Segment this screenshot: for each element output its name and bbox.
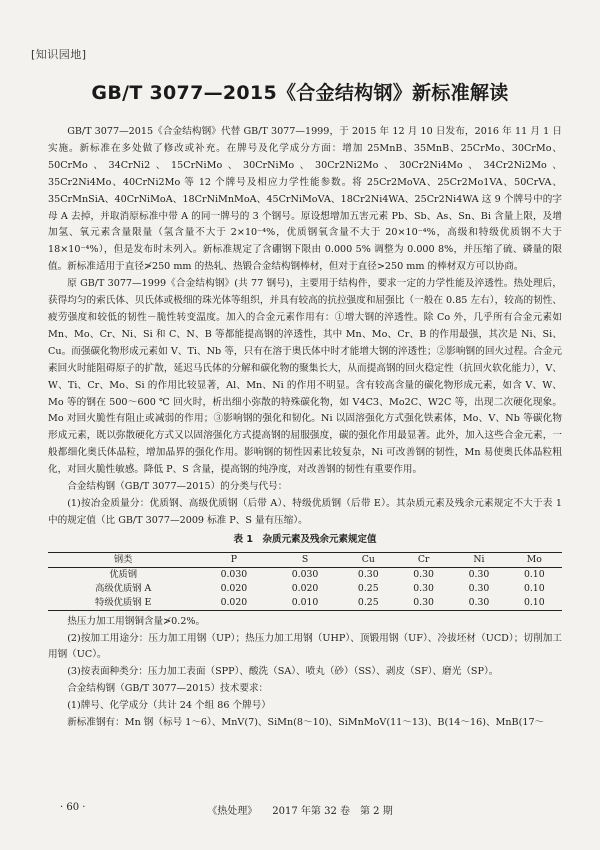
table-row [48,567,562,582]
table-caption: 表 1 杂质元素及残余元素规定值 [233,533,377,545]
table-cell: 0.030 [291,568,319,580]
paragraph-old-standard: 原 GB/T 3077—1999《合金结构钢》(共 77 钢号)，主要用于结构件，要求一定的力学性能及淬透性。热处理后，获得均匀的索氏体、贝氏体或极细的珠光体等组织，并具有较高的抗拉强度和屈强比（一般在 0.85 左右），较高的韧性、疲劳强度和较低的韧性－脆性转变温度。加入的合金元素作用有：①增大钢的淬透性。除 Co 外，几乎所有合金元素如 Mn、Mo、Cr、Ni、Si 和 C、N、B 等都能提高钢的淬透性，其中 Mn、Mo、Cr、B 的作用最强，其次是 Ni、Si、Cu。而强碳化物形成元素如 V、Ti、Nb 等，只有在溶于奥氏体中时才能增大钢的淬透性；②影响钢的回火过程。合金元素回火时能阻碍原子的扩散，延迟马氏体的分解和碳化物的聚集长大，从而提高钢的回火稳定性（抗回火软化能力），V、W、Ti、Cr、Mo、Si 的作用比较显著，Al、Mn、Ni 的作用不明显。含有较高含量的碳化物形成元素，如含 V、W、Mo 等的钢在 500～600 ℃ 回火时，析出细小弥散的特殊碳化物，如 V4C3、Mo2C、W2C 等，出现二次硬化现象。Mo 对回火脆性有阻止或减弱的作用；③影响钢的强化和韧化。Ni 以固溶强化方式强化铁素体，Mo、V、Nb 等碳化物形成元素，既以弥散硬化方式又以固溶强化方式提高钢的屈服强度，碳的强化作用最显著。此外，加入这些合金元素，一般都细化奥氏体晶粒，增加晶界的强化作用。影响钢的韧性因素比较复杂，Ni 可改善钢的韧性，Mn 易使奥氏体晶粒粗化，对回火脆性敏感。降低 P、S 含量，提高钢的纯净度，对改善钢的韧性有重要作用。 [48,278,562,476]
table-cell: 0.30 [413,568,434,580]
table-cell: 0.25 [357,596,379,608]
paragraph-tech-requirements: 合金结构钢（GB/T 3077—2015）技术要求： [67,683,269,695]
table-header-cell: Cr [417,553,430,565]
table-cell: 0.30 [413,596,434,608]
table-cell: 0.010 [291,596,319,608]
table-header-cell: 钢类 [113,553,133,565]
journal-info: 《热处理》 2017 年第 32 卷 第 2 期 [207,806,393,817]
paragraph-processing-use: (2)按加工用途分：压力加工用钢（UP）；热压力加工用钢（UHP）、顶锻用钢（UF）、冷拔坯材（UCD）；切削加工用钢（UC）。 [48,632,562,661]
paragraph-metallurgical-quality: (1)按冶金质量分：优质钢、高级优质钢（后带 A）、特级优质钢（后带 E）。其杂质元素及残余元素规定不大于表 1 中的规定值（比 GB/T 3077—2009 标准 P、S 量有压缩）。 [48,497,562,526]
impurity-table [48,552,562,611]
table-row [48,582,562,596]
table-header-row [48,552,562,567]
table-cell: 0.10 [523,582,545,594]
table-cell: 高级优质钢 A [95,582,152,594]
table-cell: 0.10 [523,596,545,608]
table-cell: 0.30 [468,596,490,608]
table-cell: 0.30 [357,568,379,580]
table-row [48,596,562,611]
section-tag: [知识园地] [31,48,87,61]
paragraph-intro: GB/T 3077—2015《合金结构钢》代替 GB/T 3077—1999，于 2015 年 12 月 10 日发布，2016 年 11 月 1 日实施。新标准在多处做了修改或补充。在牌号及化学成分方面：增加 25MnB、35MnB、25CrMo、30CrMo、50CrMo、34CrNi2、15CrNiMo、30CrNiMo、30Cr2Ni2Mo、30Cr2Ni4Mo、34Cr2Ni2Mo、35Cr2Ni4Mo、40CrNi2Mo 等 12 个牌号及相应力学性能参数。将 25Cr2MoVA、25Cr2Mo1VA、50CrVA、35CrMnSiA、40CrNiMoA、18CrNiMnMoA、45CrNiMoVA、18Cr2Ni4WA、25Cr2Ni4WA 这 9 个牌号中的字母 A 去掉，并取消原标准中带 A 的同一牌号的 3 个钢号。原设想增加五害元素 Pb、Sb、As、Sn、Bi 含量上限，及增加氢、氧元素含量限量（氢含量不大于 2×10⁻⁴%，优质钢氧含量不大于 20×10⁻⁴%，高级和特级优质钢不大于 18×10⁻⁴%），但是发布时未列入。新标准规定了含硼钢下限由 0.000 5% 调整为 0.000 8%，并压缩了硫、磷量的限值。新标准适用于直径≯250 mm 的热轧、热锻合金结构钢棒材，但对于直径>250 mm 的棒材双方可以协商。 [48,126,562,273]
paragraph-copper-note: 热压力加工用钢铜含量≯0.2%。 [67,615,206,627]
article-title: GB/T 3077—2015《合金结构钢》新标准解读 [91,82,509,104]
table-header-cell: Ni [473,553,485,565]
paragraph-surface-type: (3)按表面种类分：压力加工表面（SPP）、酸洗（SA）、喷丸（砂）（SS）、剥皮（SF）、磨光（SP）。 [67,666,499,678]
table-cell: 0.020 [220,596,248,608]
table-cell: 0.030 [220,568,248,580]
paragraph-new-steels: 新标准钢有：Mn 钢（标号 1～6）、MnV(7)、SiMn(8～10)、SiMnMoV(11～13)、B(14～16)、MnB(17～ [67,717,545,729]
table-header-cell: P [230,553,237,565]
table-header-cell: S [301,553,309,565]
page-number: · 60 · [60,802,86,813]
article-body [48,124,562,732]
table-cell: 0.10 [523,568,545,580]
table-cell: 特级优质钢 E [95,596,152,608]
table-cell: 0.020 [220,582,248,594]
table-cell: 0.30 [468,582,490,594]
table-cell: 0.30 [468,568,490,580]
table-cell: 优质钢 [109,568,138,580]
table-cell: 0.30 [413,582,434,594]
paragraph-classification: 合金结构钢（GB/T 3077—2015）的分类与代号： [67,481,288,493]
table-cell: 0.020 [291,582,319,594]
table-cell: 0.25 [357,582,379,594]
table-header-cell: Cu [361,553,375,565]
table-header-cell: Mo [526,553,542,565]
paragraph-grades: (1)牌号、化学成分（共计 24 个组 86 个牌号） [67,700,271,712]
